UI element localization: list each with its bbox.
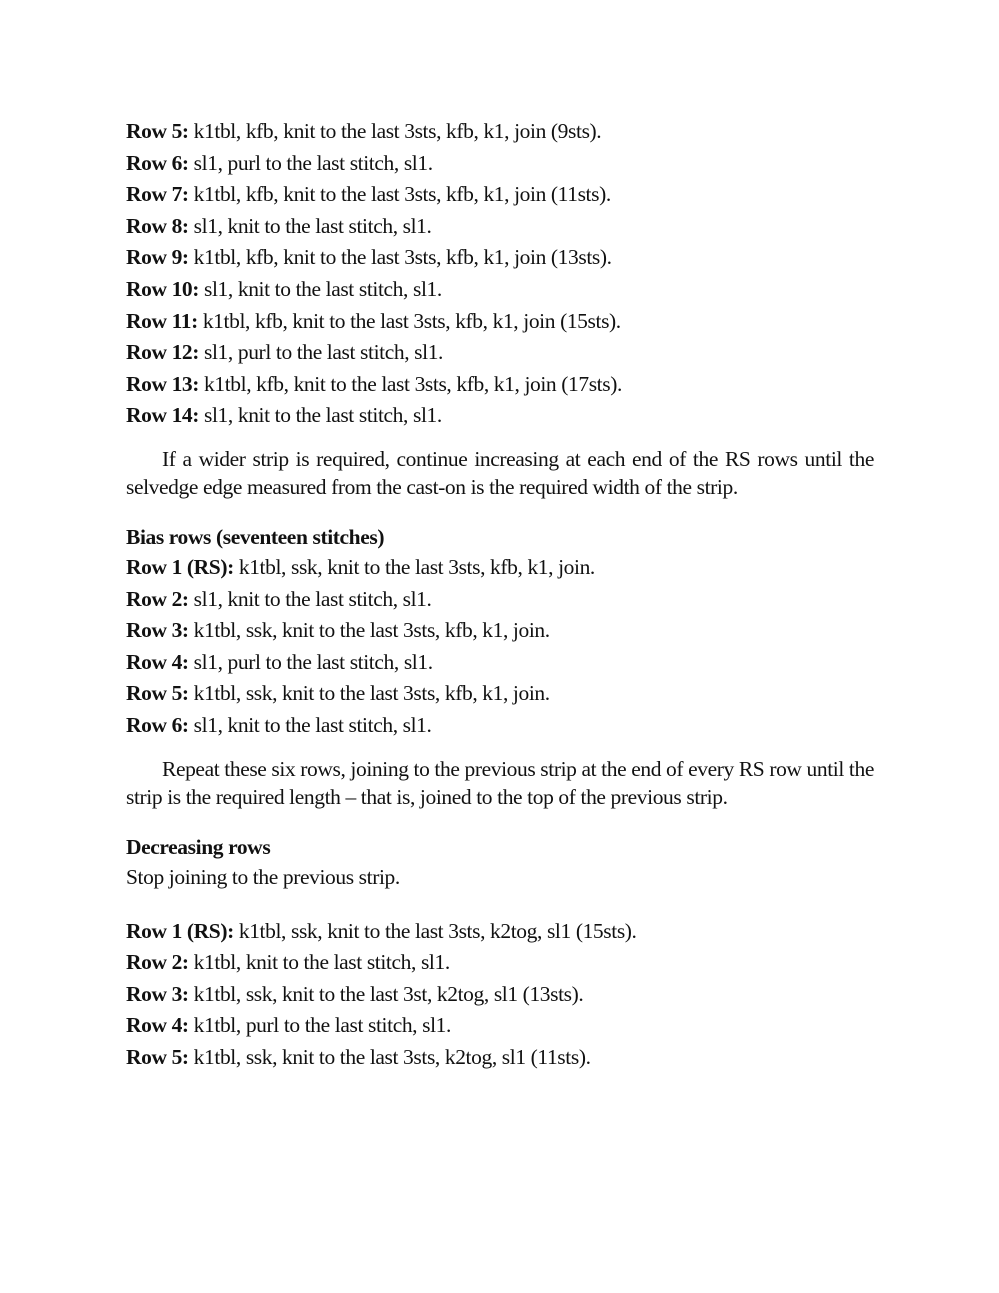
row-instruction: k1tbl, ssk, knit to the last 3sts, kfb, k1, join. [188,618,550,643]
pattern-row [126,710,874,742]
row-label: Row 14: [126,403,200,428]
pattern-row [126,116,874,148]
row-label: Row 8: [126,213,189,238]
repeat-rows-paragraph: Repeat these six rows, joining to the previous strip at the end of every RS row until the strip is the required length – that is, joined to the top of the previous strip. [126,756,874,809]
pattern-row [126,148,874,180]
pattern-row [126,678,874,710]
row-label: Row 10: [126,276,200,301]
row-instruction: k1tbl, ssk, knit to the last 3st, k2tog, sl1 (13sts). [188,981,584,1006]
row-label: Row 4: [126,1013,189,1038]
pattern-row [126,916,874,948]
row-label: Row 12: [126,340,200,365]
pattern-row [126,337,874,369]
row-label: Row 5: [126,119,189,143]
row-label: Row 9: [126,245,189,270]
row-instruction: sl1, knit to the last stitch, sl1. [188,586,432,611]
pattern-row [126,369,874,401]
pattern-row [126,1042,874,1074]
row-instruction: k1tbl, kfb, knit to the last 3sts, kfb, k1, join (11sts). [188,182,611,207]
stop-joining-note: Stop joining to the previous strip. [126,864,400,889]
pattern-row [126,552,874,584]
row-label: Row 2: [126,950,189,975]
row-instruction: sl1, knit to the last stitch, sl1. [188,213,432,238]
document-page [126,116,874,1073]
pattern-row [126,1010,874,1042]
pattern-row [126,615,874,647]
row-label: Row 5: [126,1044,189,1069]
row-label: Row 6: [126,712,189,737]
decreasing-rows-list [126,916,874,1074]
row-instruction: k1tbl, kfb, knit to the last 3sts, kfb, k1, join (13sts). [188,245,612,270]
row-label: Row 3: [126,981,189,1006]
wider-strip-paragraph: If a wider strip is required, continue increasing at each end of the RS rows until the selvedge edge measured from the cast-on is the required width of the strip. [126,446,874,499]
row-instruction: sl1, purl to the last stitch, sl1. [199,340,444,365]
decreasing-rows-heading: Decreasing rows [126,834,271,859]
row-instruction: sl1, knit to the last stitch, sl1. [188,712,432,737]
pattern-row [126,947,874,979]
bias-rows-list [126,552,874,742]
pattern-row [126,584,874,616]
row-label: Row 11: [126,308,198,333]
row-instruction: sl1, knit to the last stitch, sl1. [199,276,442,301]
row-label: Row 7: [126,182,189,207]
bias-rows-heading: Bias rows (seventeen stitches) [126,524,385,549]
pattern-row [126,306,874,338]
row-instruction: k1tbl, purl to the last stitch, sl1. [188,1013,451,1038]
row-instruction: sl1, knit to the last stitch, sl1. [199,403,442,428]
row-label: Row 3: [126,618,189,643]
row-label: Row 13: [126,371,200,396]
row-instruction: k1tbl, ssk, knit to the last 3sts, k2tog, sl1 (11sts). [188,1044,591,1069]
row-label: Row 1 (RS): [126,554,234,579]
row-label: Row 4: [126,649,189,674]
row-instruction: sl1, purl to the last stitch, sl1. [188,150,433,175]
pattern-row [126,274,874,306]
row-instruction: k1tbl, kfb, knit to the last 3sts, kfb, k1, join (9sts). [188,119,602,143]
row-label: Row 6: [126,150,189,175]
row-label: Row 1 (RS): [126,918,234,943]
pattern-row [126,400,874,432]
increasing-rows-list [126,116,874,432]
pattern-row [126,979,874,1011]
pattern-row [126,179,874,211]
row-instruction: k1tbl, kfb, knit to the last 3sts, kfb, k1, join (15sts). [197,308,621,333]
pattern-row [126,211,874,243]
row-instruction: sl1, purl to the last stitch, sl1. [188,649,433,674]
row-instruction: k1tbl, ssk, knit to the last 3sts, k2tog, sl1 (15sts). [233,918,637,943]
row-label: Row 2: [126,586,189,611]
row-instruction: k1tbl, knit to the last stitch, sl1. [188,950,450,975]
pattern-row [126,242,874,274]
row-instruction: k1tbl, kfb, knit to the last 3sts, kfb, k1, join (17sts). [199,371,622,396]
row-label: Row 5: [126,681,189,706]
row-instruction: k1tbl, ssk, knit to the last 3sts, kfb, k1, join. [233,554,595,579]
row-instruction: k1tbl, ssk, knit to the last 3sts, kfb, k1, join. [188,681,550,706]
pattern-row [126,647,874,679]
